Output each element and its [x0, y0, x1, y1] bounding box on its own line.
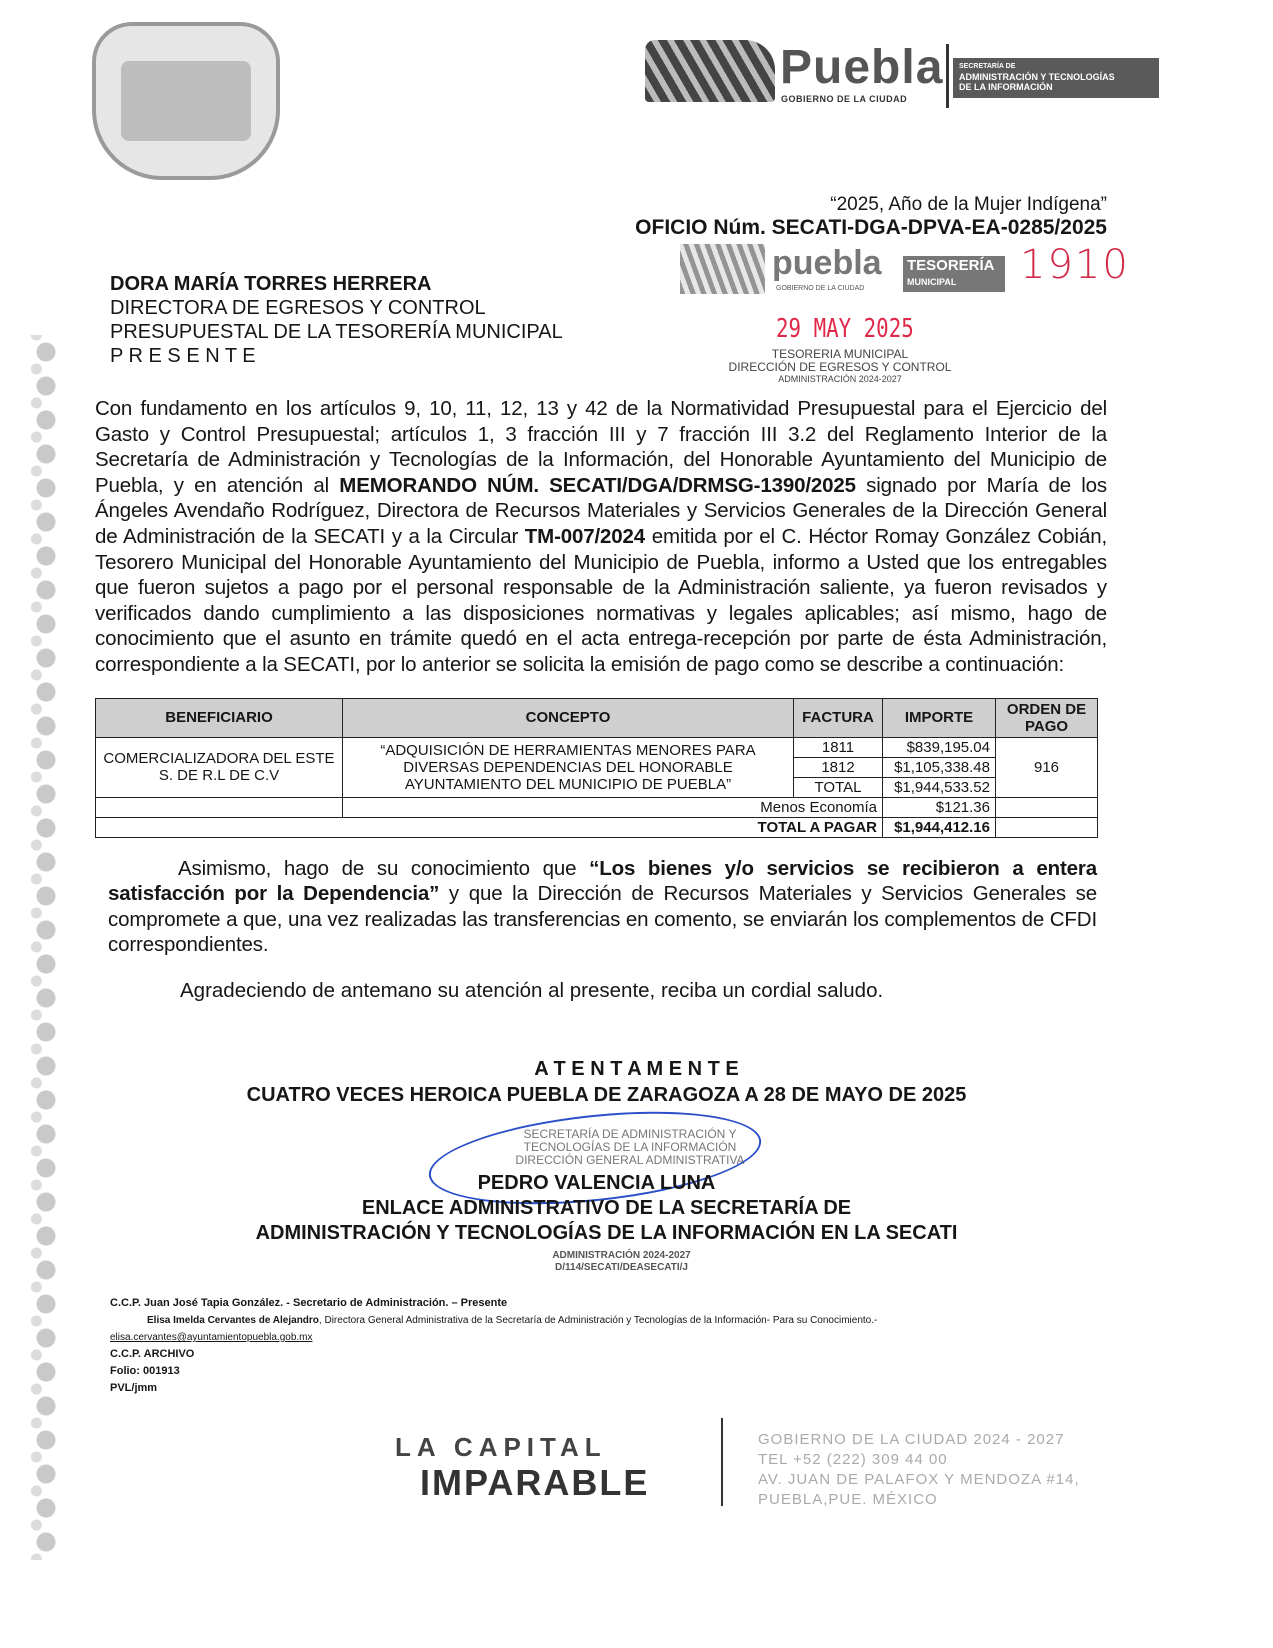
header-concepto: CONCEPTO	[343, 698, 794, 737]
tesoreria-stamp-box	[903, 256, 1005, 292]
importe-cell: $839,195.04	[883, 737, 996, 757]
recipient-name: DORA MARÍA TORRES HERRERA	[110, 273, 432, 295]
table-header-row	[96, 698, 1098, 737]
header-factura: FACTURA	[794, 698, 883, 737]
importe-cell: $1,944,533.52	[883, 777, 996, 797]
menos-economia-value: $121.36	[883, 797, 996, 817]
tesoreria-stamp-icon	[680, 244, 765, 294]
text: emitida por el C. Héctor Romay González Cobián, Tesorero Municipal del Honorable Ayuntamiento del Municipio de Puebla, informo a Usted que los entregables que fueron sujetos a pago por el personal responsable de la Administración saliente, ya fueron revisados y verificados dando cumplimiento a las disposiciones normativas y legales aplicables; así mismo, hago de conocimiento que el asunto en trámite quedó en el acta entrega-recepción por parte de ésta Administración, correspondiente a la SECATI, por lo anterior se solicita la emisión de pago como se describe a continuación:	[95, 524, 1108, 676]
footer-slogan: LA CAPITAL	[395, 1432, 607, 1462]
seal-line: SECRETARÍA DE ADMINISTRACIÓN Y	[523, 1127, 737, 1141]
circular-reference: TM-007/2024	[524, 524, 646, 548]
stamp-line: ADMINISTRACIÓN 2024-2027	[778, 374, 902, 384]
orden-pago-cell: 916	[996, 737, 1098, 797]
cc-line: , Directora General Administrativa de la Secretaría de Administración y Tecnologías de la Información- Para su Conocimiento.-	[318, 1315, 878, 1326]
seal-line: DIRECCIÓN GENERAL ADMINISTRATIVA	[515, 1153, 745, 1167]
footer-address	[758, 1430, 1080, 1510]
secati-seal	[480, 1128, 780, 1167]
footer-slogan-main: IMPARABLE	[420, 1462, 650, 1503]
header-beneficiario: BENEFICIARIO	[96, 698, 343, 737]
factura-cell: TOTAL	[794, 777, 883, 797]
tesoreria-label: TESORERÍA	[907, 257, 995, 274]
memo-reference: MEMORANDO NÚM. SECATI/DGA/DRMSG-1390/2025	[339, 473, 856, 497]
secretaria-badge	[953, 58, 1159, 98]
secretaria-line: SECRETARÍA DE	[959, 63, 1016, 70]
logo-subtitle: GOBIERNO DE LA CIUDAD	[781, 94, 908, 104]
cc-block	[110, 1295, 877, 1397]
city-seal-logo	[92, 22, 280, 180]
importe-cell: $1,105,338.48	[883, 757, 996, 777]
cc-archivo: C.C.P. ARCHIVO	[110, 1348, 195, 1360]
address-line: PUEBLA,PUE. MÉXICO	[758, 1491, 938, 1508]
seal-line: D/114/SECATI/DEASECATI/J	[555, 1262, 688, 1273]
total-row	[96, 817, 1098, 837]
total-label: TOTAL A PAGAR	[96, 817, 883, 837]
folio: Folio: 001913	[110, 1365, 180, 1377]
menos-economia-label: Menos Economía	[343, 797, 883, 817]
decorative-border	[22, 335, 70, 1560]
closing-paragraph: Agradeciendo de antemano su atención al presente, reciba un cordial saludo.	[180, 978, 884, 1002]
text: y que la Dirección de Recursos Materiales y Servicios Generales se compromete a que, una vez realizadas las transferencias en comento, se enviarán los complementos de CFDI correspondientes.	[108, 882, 1097, 957]
text: signado por María de los Ángeles Avendaño Rodríguez, Directora de Recursos Materiales y Servicios Generales de la Dirección General de Administración de la SECATI y a la Circular	[95, 473, 1107, 548]
total-value: $1,944,412.16	[883, 817, 996, 837]
handwritten-number: 1910	[1020, 242, 1130, 288]
atentamente: A T E N T A M E N T E	[534, 1058, 739, 1080]
payment-table	[95, 698, 1098, 838]
body-paragraph	[95, 396, 1107, 678]
signer-title: ENLACE ADMINISTRATIVO DE LA SECRETARÍA DE	[361, 1197, 852, 1219]
header-orden-pago: ORDEN DE PAGO	[996, 698, 1098, 737]
year-motto: “2025, Año de la Mujer Indígena”	[830, 194, 1107, 215]
divider	[946, 44, 949, 108]
empty-cell	[996, 817, 1098, 837]
initials: PVL/jmm	[110, 1382, 158, 1394]
address-line: GOBIERNO DE LA CIUDAD 2024 - 2027	[758, 1431, 1065, 1448]
signer-title: ADMINISTRACIÓN Y TECNOLOGÍAS DE LA INFORMACIÓN EN LA SECATI	[255, 1222, 958, 1244]
signer-name: PEDRO VALENCIA LUNA	[477, 1172, 716, 1194]
concepto-cell: “ADQUISICIÓN DE HERRAMIENTAS MENORES PARA DIVERSAS DEPENDENCIAS DEL HONORABLE AYUNTAMIENTO DEL MUNICIPIO DE PUEBLA”	[343, 737, 794, 797]
presente: P R E S E N T E	[110, 345, 256, 367]
recipient-title: DIRECTORA DE EGRESOS Y CONTROL	[110, 297, 486, 319]
address-line: AV. JUAN DE PALAFOX Y MENDOZA #14,	[758, 1471, 1080, 1488]
oficio-number: OFICIO Núm. SECATI-DGA-DPVA-EA-0285/2025	[635, 216, 1107, 239]
stamp-line: DIRECCIÓN DE EGRESOS Y CONTROL	[728, 360, 952, 374]
letter-body	[95, 396, 1107, 1004]
cc-name: Elisa Imelda Cervantes de Alejandro	[147, 1315, 319, 1326]
seal-line: TECNOLOGÍAS DE LA INFORMACIÓN	[523, 1140, 737, 1154]
seal-footer	[0, 1250, 1258, 1274]
secretaria-line: DE LA INFORMACIÓN	[959, 82, 1053, 92]
seal-line: ADMINISTRACIÓN 2024-2027	[552, 1250, 691, 1261]
satisfaction-statement: “Los bienes y/o servicios se recibieron a entera satisfacción por la Dependencia”	[108, 856, 1097, 906]
place-date: CUATRO VECES HEROICA PUEBLA DE ZARAGOZA A 28 DE MAYO DE 2025	[246, 1084, 967, 1106]
destination-stamp	[700, 348, 980, 385]
puebla-logo-word: Puebla	[780, 41, 944, 94]
factura-cell: 1812	[794, 757, 883, 777]
received-date-stamp: 29 MAY 2025	[776, 314, 914, 344]
cc-line: C.C.P. Juan José Tapia González. - Secretario de Administración. – Presente	[110, 1297, 508, 1309]
factura-cell: 1811	[794, 737, 883, 757]
text: Con fundamento en los artículos 9, 10, 11, 12, 13 y 42 de la Normatividad Presupuestal para el Ejercicio del Gasto y Control Presupuestal; artículos 1, 3 fracción III y 7 fracción III 3.2 del Reglamento Interior de la Secretaría de Administración y Tecnologías de la Información, del Honorable Ayuntamiento del Municipio de Puebla, y en atención al	[95, 397, 1107, 497]
beneficiario-cell: COMERCIALIZADORA DEL ESTE S. DE R.L DE C.V	[96, 737, 343, 797]
recipient-title: PRESUPUESTAL DE LA TESORERÍA MUNICIPAL	[110, 321, 563, 343]
recipient-block	[110, 272, 563, 368]
tesoreria-sublabel: MUNICIPAL	[907, 277, 957, 287]
puebla-logo-icon	[645, 40, 775, 102]
table-row	[96, 737, 1098, 757]
empty-cell	[996, 797, 1098, 817]
empty-cell	[96, 797, 343, 817]
divider	[721, 1418, 723, 1506]
address-line: TEL +52 (222) 309 44 00	[758, 1451, 948, 1468]
tesoreria-stamp-word: puebla	[772, 244, 882, 282]
secretaria-line: ADMINISTRACIÓN Y TECNOLOGÍAS	[959, 72, 1115, 82]
menos-economia-row	[96, 797, 1098, 817]
text: Asimismo, hago de su conocimiento que	[178, 856, 590, 880]
cc-email-link[interactable]: elisa.cervantes@ayuntamientopuebla.gob.mx	[110, 1332, 313, 1343]
tesoreria-stamp-sub: GOBIERNO DE LA CIUDAD	[776, 285, 865, 292]
header-importe: IMPORTE	[883, 698, 996, 737]
body-paragraph	[108, 856, 1097, 958]
stamp-line: TESORERIA MUNICIPAL	[771, 347, 909, 361]
